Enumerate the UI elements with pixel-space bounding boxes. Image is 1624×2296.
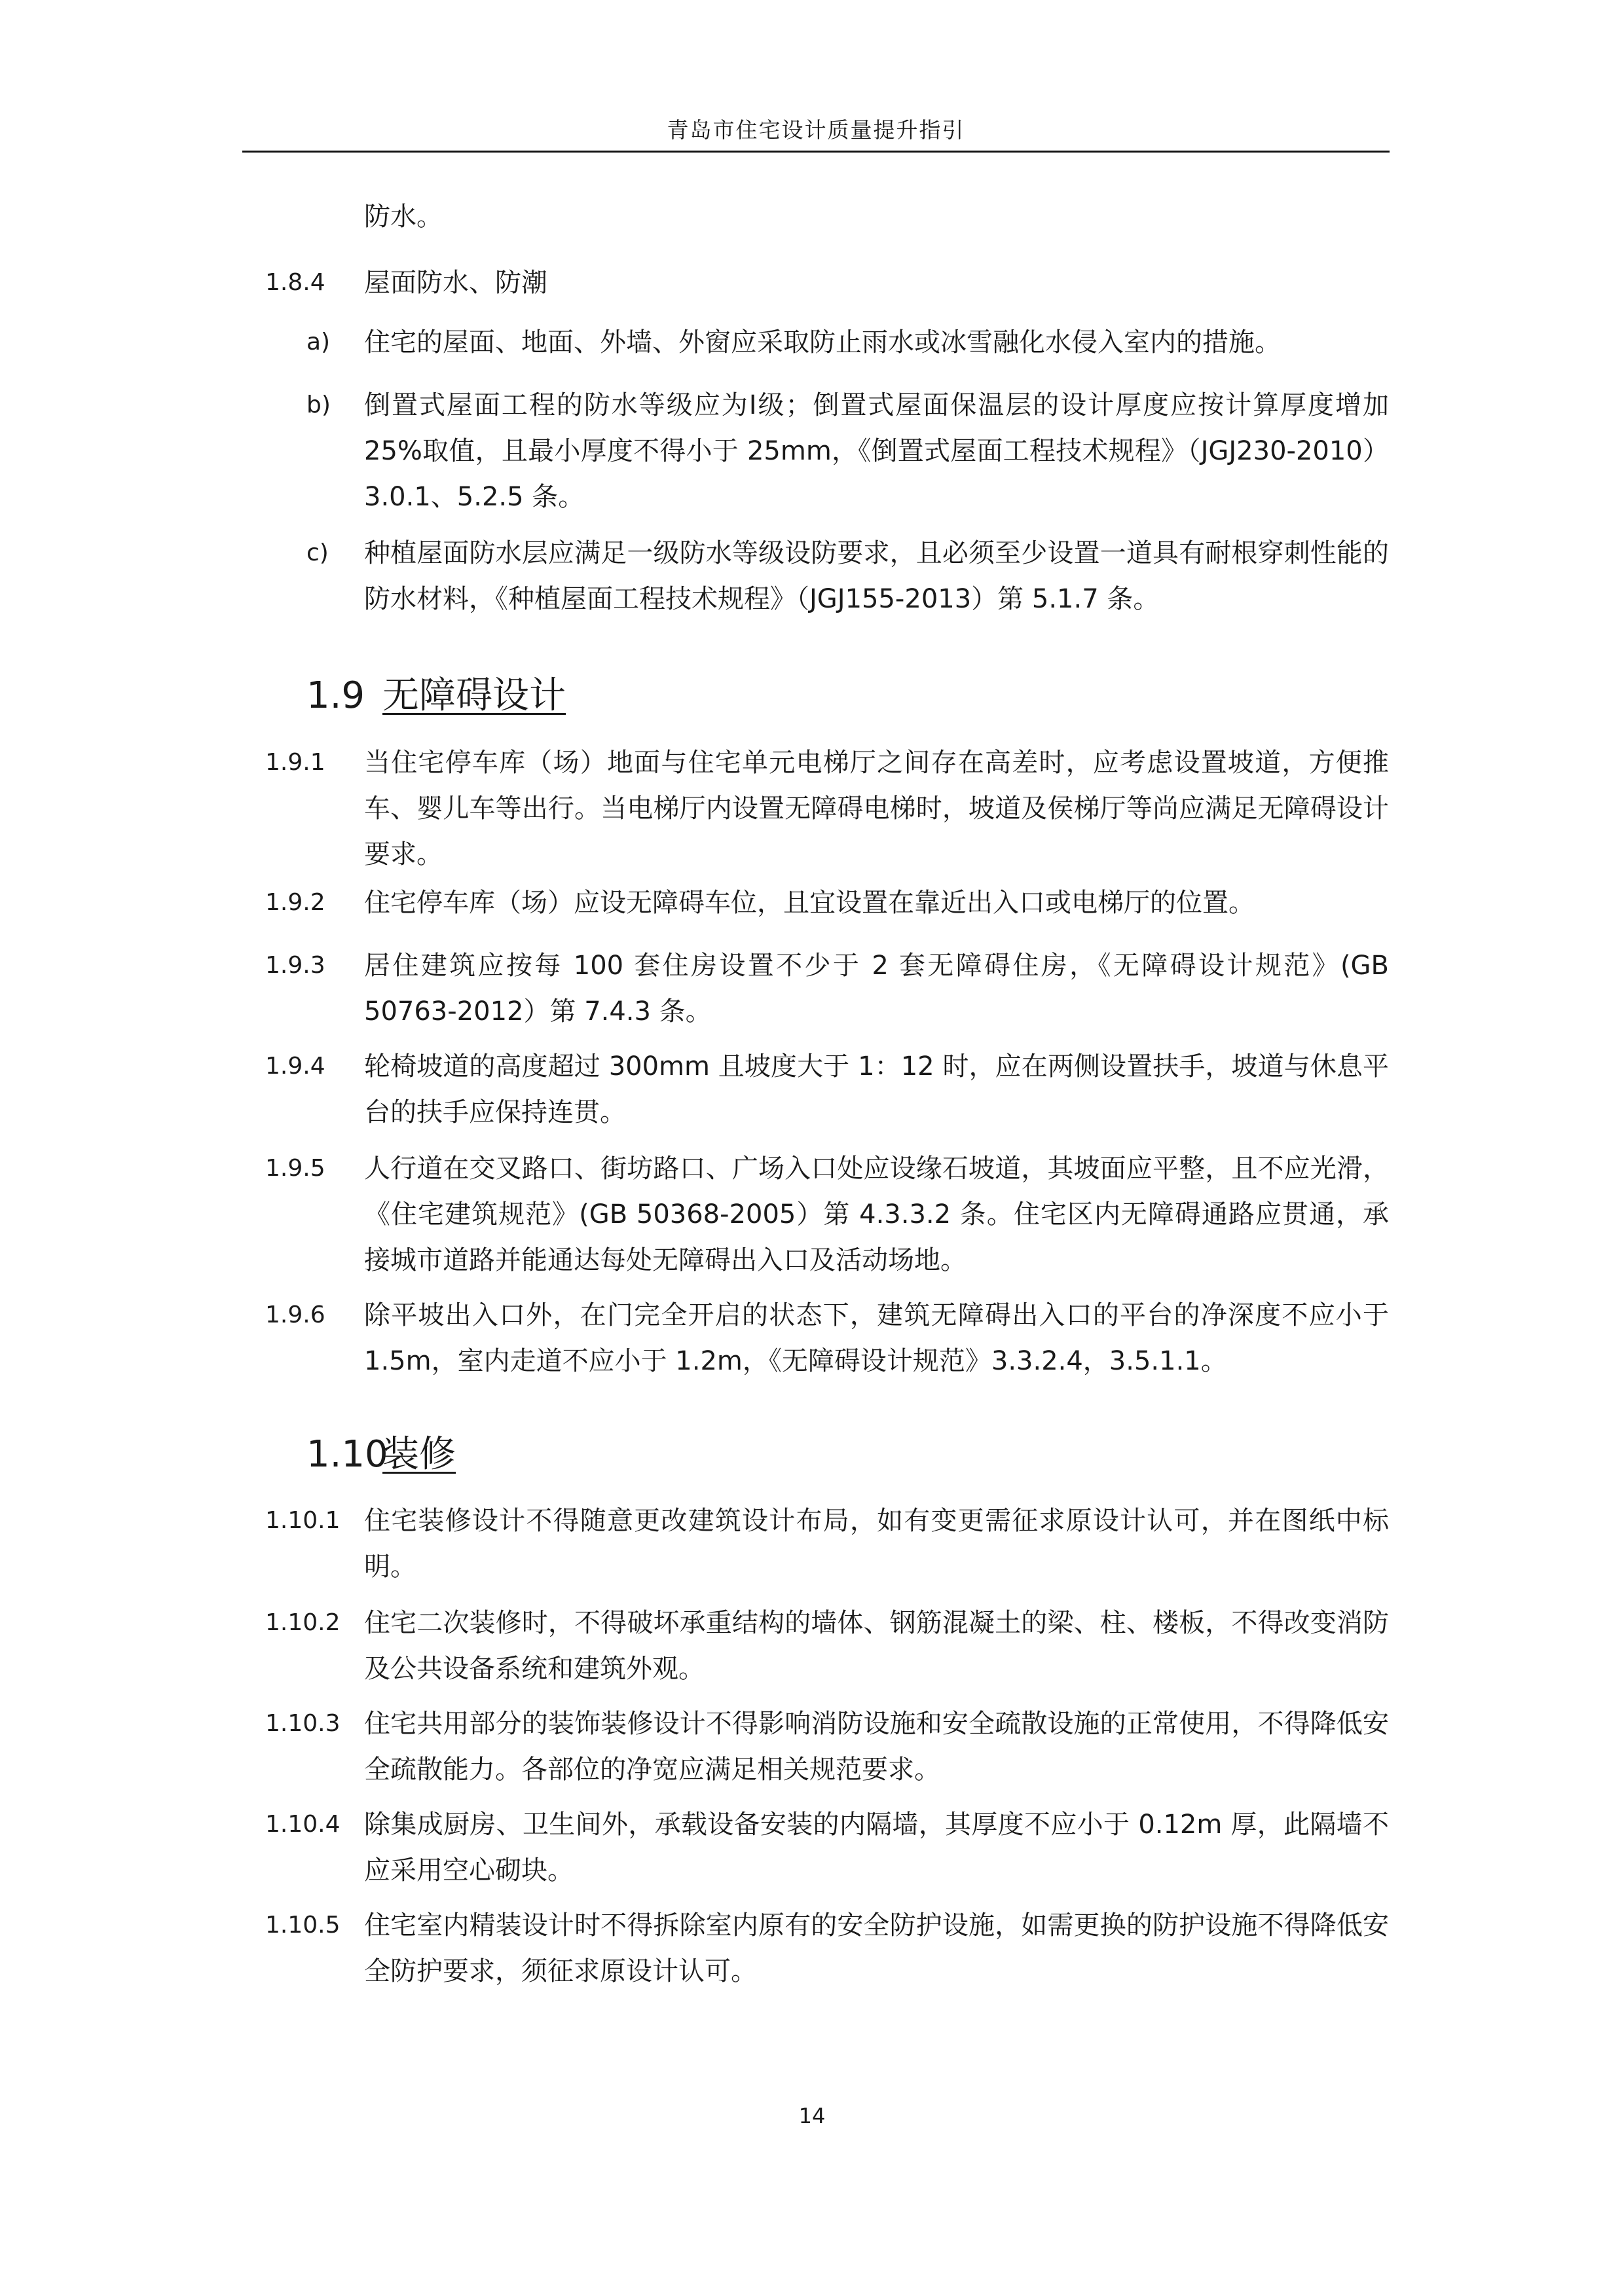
header-rule bbox=[242, 151, 1390, 153]
clause-number: 1.9.6 bbox=[265, 1302, 325, 1328]
list-item-text: 种植屋面防水层应满足一级防水等级设防要求，且必须至少设置一道具有耐根穿刺性能的防水材料，《种植屋面工程技术规程》（JGJ155-2013）第 5.1.7 条。 bbox=[364, 538, 1389, 614]
clause-title: 屋面防水、防潮 bbox=[364, 268, 547, 298]
section-number: 1.10 bbox=[306, 1433, 388, 1476]
list-label: b) bbox=[306, 392, 331, 418]
clause-number: 1.9.4 bbox=[265, 1053, 325, 1080]
clause-text: 除平坡出入口外，在门完全开启的状态下，建筑无障碍出入口的平台的净深度不应小于 1.5m，室内走道不应小于 1.2m，《无障碍设计规范》3.3.2.4，3.5.1.1。 bbox=[364, 1300, 1389, 1376]
page-number: 14 bbox=[798, 2104, 826, 2128]
section-number: 1.9 bbox=[306, 674, 365, 717]
clause-number: 1.10.5 bbox=[265, 1912, 341, 1939]
clause-text: 当住宅停车库（场）地面与住宅单元电梯厅之间存在高差时，应考虑设置坡道，方便推车、婴儿车等出行。当电梯厅内设置无障碍电梯时，坡道及侯梯厅等尚应满足无障碍设计要求。 bbox=[364, 748, 1389, 869]
section-heading-1-9 bbox=[306, 670, 566, 722]
clause-number: 1.8.4 bbox=[265, 269, 325, 296]
section-title: 装修 bbox=[382, 1433, 456, 1476]
clause-text: 除集成厨房、卫生间外，承载设备安装的内隔墙，其厚度不应小于 0.12m 厚，此隔墙不应采用空心砌块。 bbox=[364, 1810, 1389, 1886]
clause-text: 住宅共用部分的装饰装修设计不得影响消防设施和安全疏散设施的正常使用，不得降低安全疏散能力。各部位的净宽应满足相关规范要求。 bbox=[364, 1709, 1389, 1785]
section-title: 无障碍设计 bbox=[382, 674, 566, 717]
running-header: 青岛市住宅设计质量提升指引 bbox=[667, 117, 965, 143]
clause-number: 1.9.3 bbox=[265, 952, 325, 979]
clause-number: 1.9.2 bbox=[265, 889, 325, 916]
clause-text: 人行道在交叉路口、街坊路口、广场入口处应设缘石坡道，其坡面应平整，且不应光滑，《住宅建筑规范》(GB 50368-2005）第 4.3.3.2 条。住宅区内无障碍通路应贯通，承接城市道路并能通达每处无障碍出入口及活动场地。 bbox=[364, 1154, 1389, 1275]
clause-number: 1.10.4 bbox=[265, 1811, 341, 1838]
list-label: c) bbox=[306, 539, 329, 566]
clause-number: 1.9.5 bbox=[265, 1155, 325, 1182]
list-label: a) bbox=[306, 329, 331, 355]
continuation-text: 防水。 bbox=[364, 202, 443, 232]
section-heading-1-10 bbox=[306, 1429, 456, 1481]
clause-text: 住宅二次装修时，不得破坏承重结构的墙体、钢筋混凝土的梁、柱、楼板，不得改变消防及公共设备系统和建筑外观。 bbox=[364, 1608, 1389, 1684]
clause-text: 轮椅坡道的高度超过 300mm 且坡度大于 1：12 时，应在两侧设置扶手，坡道与休息平台的扶手应保持连贯。 bbox=[364, 1051, 1389, 1127]
clause-text: 住宅装修设计不得随意更改建筑设计布局，如有变更需征求原设计认可，并在图纸中标明。 bbox=[364, 1506, 1389, 1582]
list-item-text: 倒置式屋面工程的防水等级应为Ⅰ级；倒置式屋面保温层的设计厚度应按计算厚度增加 25%取值，且最小厚度不得小于 25mm，《倒置式屋面工程技术规程》（JGJ230-2010）3.0.1、5.2.5 条。 bbox=[364, 390, 1389, 512]
clause-number: 1.10.2 bbox=[265, 1609, 341, 1636]
clause-text: 住宅停车库（场）应设无障碍车位，且宜设置在靠近出入口或电梯厅的位置。 bbox=[364, 888, 1255, 918]
clause-number: 1.9.1 bbox=[265, 749, 325, 776]
clause-text: 居住建筑应按每 100 套住房设置不少于 2 套无障碍住房，《无障碍设计规范》(GB 50763-2012）第 7.4.3 条。 bbox=[364, 951, 1389, 1027]
clause-number: 1.10.1 bbox=[265, 1507, 341, 1534]
list-item-text: 住宅的屋面、地面、外墙、外窗应采取防止雨水或冰雪融化水侵入室内的措施。 bbox=[364, 327, 1281, 357]
clause-number: 1.10.3 bbox=[265, 1710, 341, 1737]
clause-text: 住宅室内精装设计时不得拆除室内原有的安全防护设施，如需更换的防护设施不得降低安全防护要求，须征求原设计认可。 bbox=[364, 1910, 1389, 1986]
